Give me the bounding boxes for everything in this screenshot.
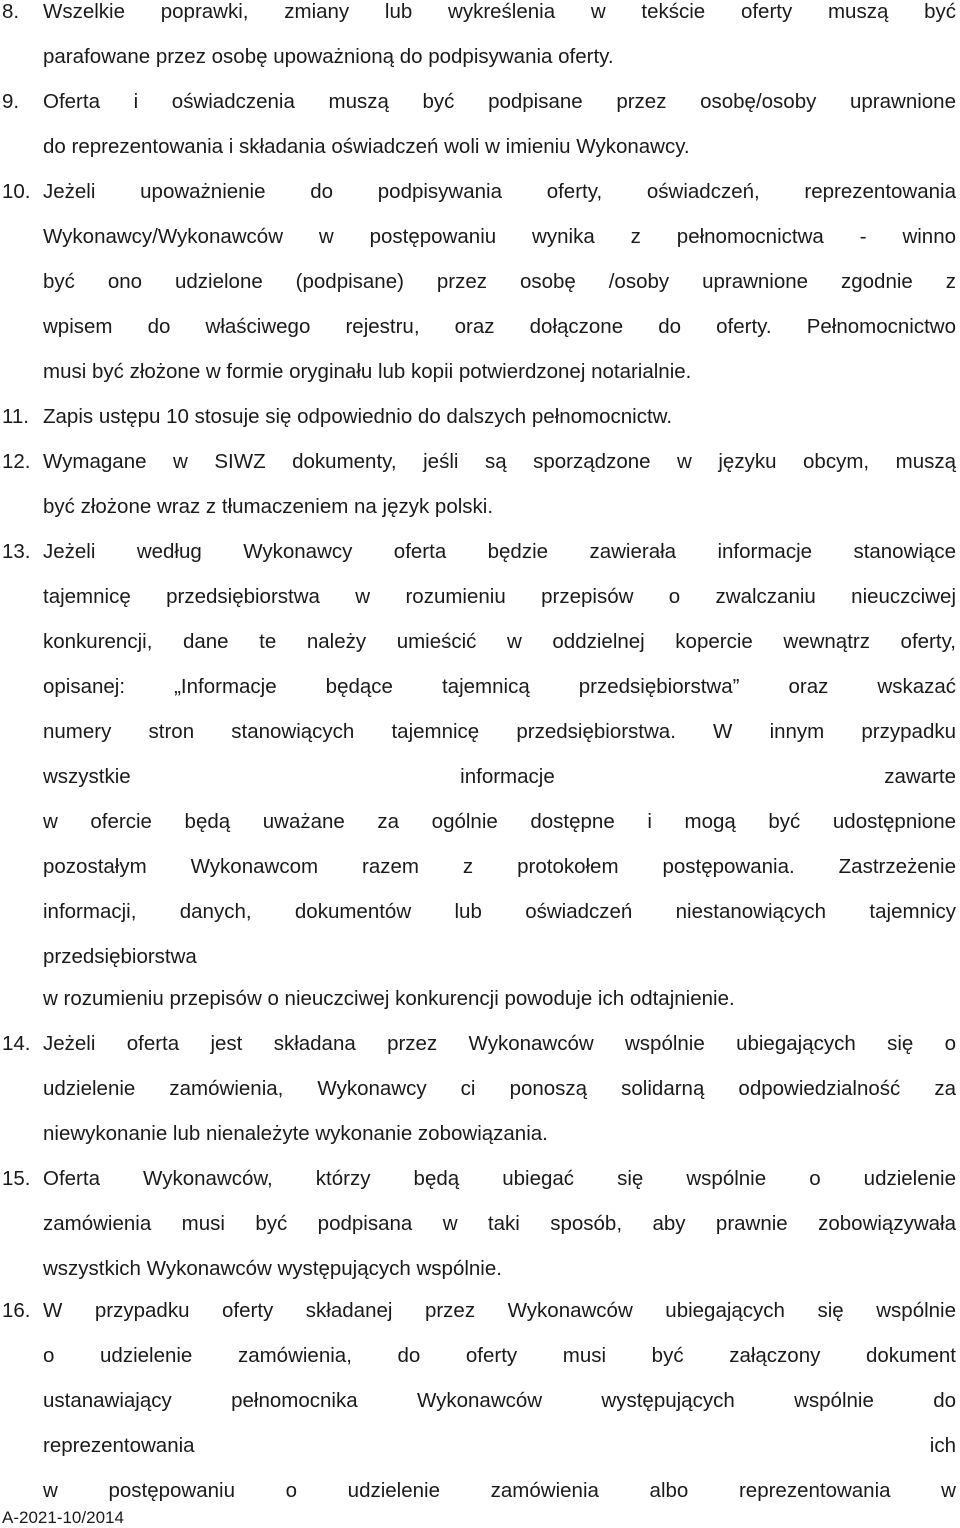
paragraph-line: w postępowaniu o udzielenie zamówienia albo reprezentowania w <box>43 1479 956 1502</box>
paragraph-line: parafowane przez osobę upoważnioną do podpisywania oferty. <box>43 45 614 68</box>
paragraph-line: udzielenie zamówienia, Wykonawcy ci ponoszą solidarną odpowiedzialność za <box>43 1077 956 1100</box>
paragraph-line: wszystkie informacje zawarte <box>43 765 956 788</box>
list-item-number: 9. <box>2 90 20 113</box>
paragraph-line: niewykonanie lub nienależyte wykonanie zobowiązania. <box>43 1122 548 1145</box>
paragraph-line: Oferta Wykonawców, którzy będą ubiegać się wspólnie o udzielenie <box>43 1167 956 1190</box>
paragraph-line: W przypadku oferty składanej przez Wykonawców ubiegających się wspólnie <box>43 1299 956 1322</box>
paragraph-line: Zapis ustępu 10 stosuje się odpowiednio do dalszych pełnomocnictw. <box>43 405 673 428</box>
paragraph-line: Jeżeli upoważnienie do podpisywania oferty, oświadczeń, reprezentowania <box>43 180 956 203</box>
paragraph-line: Oferta i oświadczenia muszą być podpisane przez osobę/osoby uprawnione <box>43 90 956 113</box>
paragraph-line: Wymagane w SIWZ dokumenty, jeśli są sporządzone w języku obcym, muszą <box>43 450 956 473</box>
paragraph-line: wszystkich Wykonawców występujących wspólnie. <box>43 1257 502 1280</box>
page-footer-reference: A-2021-10/2014 <box>2 1508 124 1527</box>
paragraph-line: tajemnicę przedsiębiorstwa w rozumieniu przepisów o zwalczaniu nieuczciwej <box>43 585 956 608</box>
paragraph-line: informacji, danych, dokumentów lub oświadczeń niestanowiących tajemnicy <box>43 900 956 923</box>
list-item-number: 10. <box>2 180 31 203</box>
paragraph-line: Jeżeli według Wykonawcy oferta będzie zawierała informacje stanowiące <box>43 540 956 563</box>
paragraph-line: pozostałym Wykonawcom razem z protokołem postępowania. Zastrzeżenie <box>43 855 956 878</box>
paragraph-line: być ono udzielone (podpisane) przez osobę /osoby uprawnione zgodnie z <box>43 270 956 293</box>
paragraph-line: Jeżeli oferta jest składana przez Wykonawców wspólnie ubiegających się o <box>43 1032 956 1055</box>
paragraph-line: zamówienia musi być podpisana w taki sposób, aby prawnie zobowiązywała <box>43 1212 956 1235</box>
paragraph-line: w ofercie będą uważane za ogólnie dostępne i mogą być udostępnione <box>43 810 956 833</box>
paragraph-line: numery stron stanowiących tajemnicę przedsiębiorstwa. W innym przypadku <box>43 720 956 743</box>
paragraph-line: być złożone wraz z tłumaczeniem na język polski. <box>43 495 494 518</box>
paragraph-line: Wszelkie poprawki, zmiany lub wykreślenia w tekście oferty muszą być <box>43 0 956 23</box>
paragraph-line: przedsiębiorstwa <box>43 945 197 968</box>
paragraph-line: do reprezentowania i składania oświadczeń woli w imieniu Wykonawcy. <box>43 135 690 158</box>
paragraph-line: o udzielenie zamówienia, do oferty musi być załączony dokument <box>43 1344 956 1367</box>
paragraph-line: Wykonawcy/Wykonawców w postępowaniu wynika z pełnomocnictwa - winno <box>43 225 956 248</box>
list-item-number: 16. <box>2 1299 31 1322</box>
list-item-number: 14. <box>2 1032 31 1055</box>
list-item-number: 13. <box>2 540 31 563</box>
paragraph-line: reprezentowania ich <box>43 1434 956 1457</box>
paragraph-line: konkurencji, dane te należy umieścić w oddzielnej kopercie wewnątrz oferty, <box>43 630 956 653</box>
list-item-number: 8. <box>2 0 20 23</box>
paragraph-line: opisanej: „Informacje będące tajemnicą przedsiębiorstwa” oraz wskazać <box>43 675 956 698</box>
list-item-number: 11. <box>2 405 29 428</box>
paragraph-line: musi być złożone w formie oryginału lub kopii potwierdzonej notarialnie. <box>43 360 692 383</box>
paragraph-line: w rozumieniu przepisów o nieuczciwej konkurencji powoduje ich odtajnienie. <box>43 987 735 1010</box>
list-item-number: 15. <box>2 1167 31 1190</box>
paragraph-line: ustanawiający pełnomocnika Wykonawców występujących wspólnie do <box>43 1389 956 1412</box>
paragraph-line: wpisem do właściwego rejestru, oraz dołączone do oferty. Pełnomocnictwo <box>43 315 956 338</box>
list-item-number: 12. <box>2 450 31 473</box>
